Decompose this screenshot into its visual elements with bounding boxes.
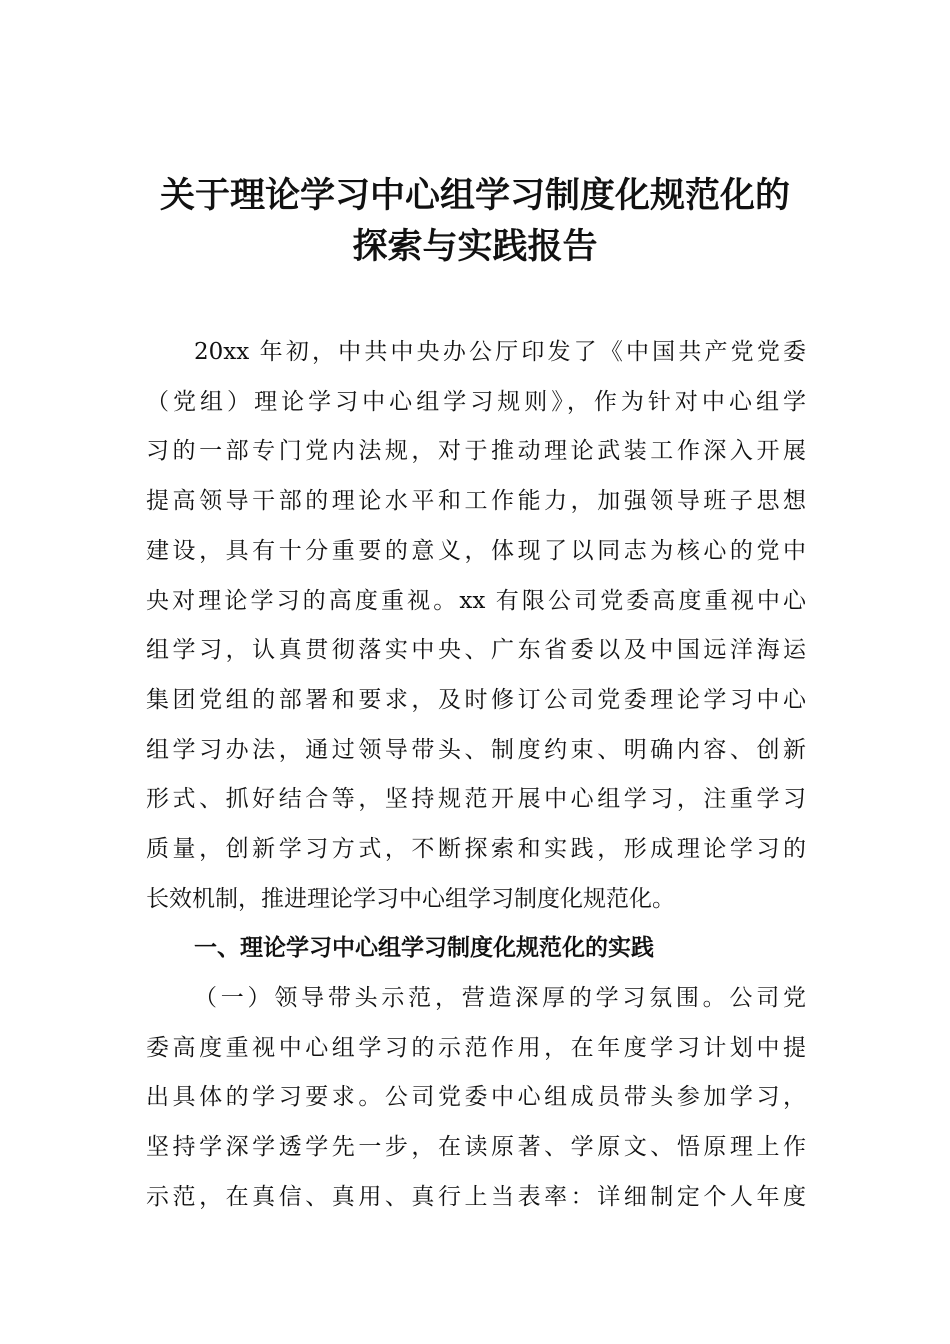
paragraph-2-line: 坚持学深学透学先一步，在读原著、学原文、悟原理上作 bbox=[146, 1134, 806, 1160]
paragraph-1-line: 组学习办法，通过领导带头、制度约束、明确内容、创新 bbox=[146, 737, 806, 763]
paragraph-1-line: 形式、抓好结合等，坚持规范开展中心组学习，注重学习 bbox=[146, 786, 806, 812]
paragraph-2-line: 出具体的学习要求。公司党委中心组成员带头参加学习， bbox=[146, 1084, 806, 1110]
paragraph-2-line: 委高度重视中心组学习的示范作用，在年度学习计划中提 bbox=[146, 1035, 806, 1061]
paragraph-1-line: 提高领导干部的理论水平和工作能力，加强领导班子思想 bbox=[146, 488, 806, 514]
paragraph-1-line: 习的一部专门党内法规，对于推动理论武装工作深入开展 bbox=[146, 438, 806, 464]
document-title-line-2: 探索与实践报告 bbox=[352, 227, 598, 267]
document-title-line-1: 关于理论学习中心组学习制度化规范化的 bbox=[159, 176, 790, 216]
paragraph-1-line: 20xx 年初，中共中央办公厅印发了《中国共产党党委 bbox=[194, 339, 806, 365]
paragraph-1-line: 央对理论学习的高度重视。xx 有限公司党委高度重视中心 bbox=[146, 588, 806, 614]
paragraph-2-line: 示范，在真信、真用、真行上当表率：详细制定个人年度 bbox=[146, 1184, 806, 1210]
paragraph-1-line: 组学习，认真贯彻落实中央、广东省委以及中国远洋海运 bbox=[146, 637, 806, 663]
paragraph-1-line: 质量，创新学习方式，不断探索和实践，形成理论学习的 bbox=[146, 836, 806, 862]
paragraph-1-line: （党组）理论学习中心组学习规则》，作为针对中心组学 bbox=[146, 389, 806, 415]
paragraph-1-line: 长效机制，推进理论学习中心组学习制度化规范化。 bbox=[146, 886, 675, 912]
section-heading: 一、理论学习中心组学习制度化规范化的实践 bbox=[194, 935, 654, 961]
paragraph-2-line: （一）领导带头示范，营造深厚的学习氛围。公司党 bbox=[194, 985, 806, 1011]
paragraph-1-line: 集团党组的部署和要求，及时修订公司党委理论学习中心 bbox=[146, 687, 806, 713]
paragraph-1-line: 建设，具有十分重要的意义，体现了以同志为核心的党中 bbox=[146, 538, 806, 564]
